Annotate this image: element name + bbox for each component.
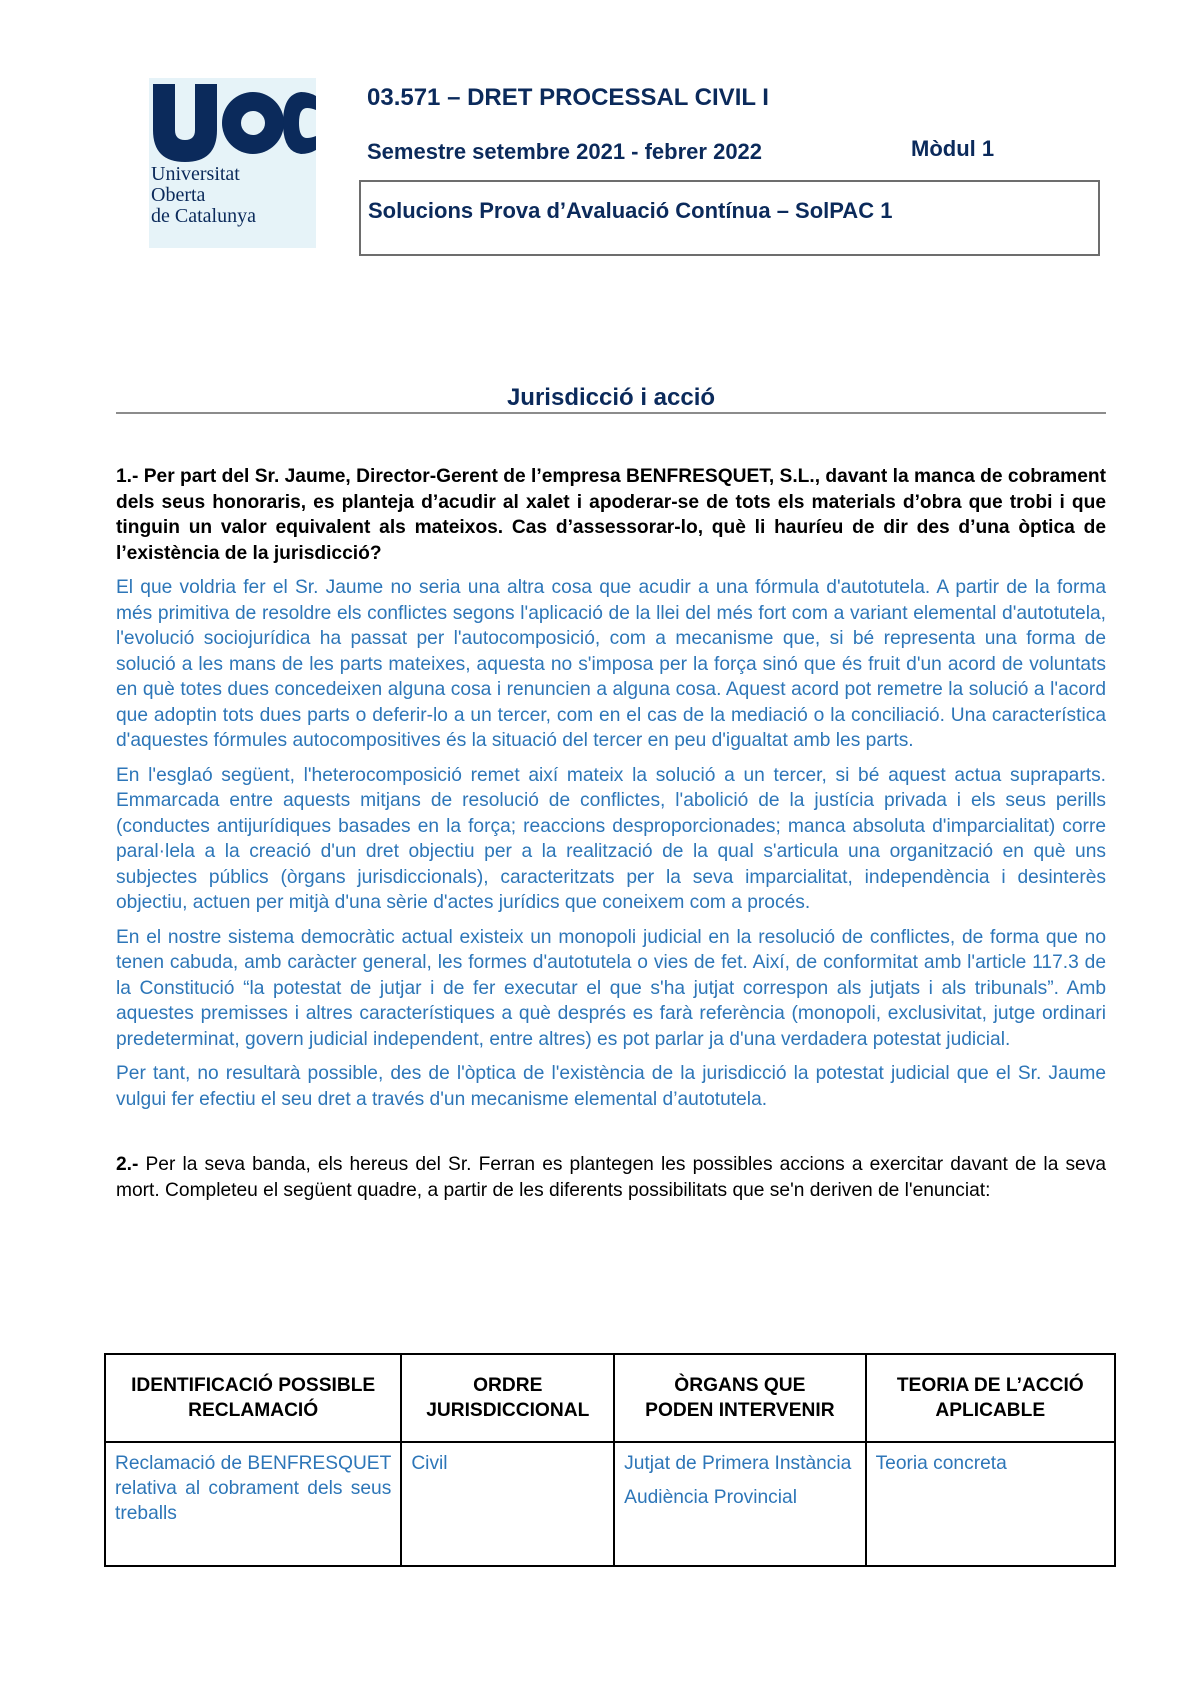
uoc-logo-mark — [149, 78, 316, 168]
question-2-number: 2.- — [116, 1154, 139, 1175]
claim-text: Reclamació de BENFRESQUET relativa al cobrament dels seus treballs — [115, 1453, 392, 1524]
document-title-box — [359, 180, 1100, 256]
header-jurisdiction — [401, 1354, 614, 1442]
section-title: Jurisdicció i acció — [506, 384, 716, 411]
answer-1-paragraph-2: En l'esglaó següent, l'heterocomposició remet així mateix la solució a un tercer, si bé aquest actua supraparts. Emmarcada entre aquests mitjans de resolució de conflictes, l'abolició de la justícia privada i els seus perills (conductes antijurídiques basades en la força; reaccions desproporcionades; manca absoluta d'imparcialitat) corre paral·lela a la creació d'un dret objectiu per a la realització de la qual s'articula una organització en què uns subjectes públics (òrgans jurisdiccionals), caracteritzats per la seva imparcialitat, independència i desinterès objectiu, actuen per mitjà d'una sèrie d'actes jurídics que coneixem com a procés. — [116, 764, 1106, 913]
university-line-3: de Catalunya — [151, 205, 256, 227]
organ-2-text: Audiència Provincial — [624, 1487, 797, 1508]
semester: Semestre setembre 2021 - febrer 2022 — [367, 139, 763, 164]
header-claim-line-1: IDENTIFICACIÓ POSSIBLE — [131, 1375, 376, 1396]
header-organs-line-2: PODEN INTERVENIR — [645, 1400, 835, 1421]
answer-1-paragraph-1: El que voldria fer el Sr. Jaume no seria una altra cosa que acudir a una fórmula d'autotutela. A partir de la forma més primitiva de resoldre els conflictes segons l'aplicació de la llei del més fort com a variant elemental d'autotutela, l'evolució sociojurídica ha passat per l'autocomposició, com a mecanisme que, si bé representa una forma de solució a les mans de les parts mateixes, aquesta no s'imposa per la força sinó que és fruit d'un acord de voluntats en què totes dues concedeixen alguna cosa i renuncien a alguna cosa. Aquest acord pot remetre la solució a l'acord que adoptin tots dues parts o deferir-lo a un tercer, com en el cas de la mediació o la conciliació. Una característica d'aquestes fórmules autocompositives és la situació del tercer en peu d'igualtat amb les parts. — [116, 577, 1106, 751]
header-jurisdiction-line-1: ORDRE — [473, 1375, 543, 1396]
answer-1-paragraph-4: Per tant, no resultarà possible, des de l'òptica de l'existència de la jurisdicció la potestat judicial que el Sr. Jaume vulgui fer efectiu el seu dret a través d'un mecanisme elemental d’autotutela. — [116, 1063, 1106, 1110]
header-theory — [866, 1354, 1115, 1442]
table-row — [105, 1442, 1115, 1566]
cell-theory — [866, 1442, 1115, 1566]
order-text: Civil — [411, 1453, 448, 1474]
cell-organs — [614, 1442, 865, 1566]
university-line-1: Universitat — [151, 163, 240, 185]
header-theory-line-1: TEORIA DE L’ACCIÓ — [896, 1375, 1084, 1396]
header-theory-line-2: APLICABLE — [935, 1400, 1046, 1421]
document-body — [116, 464, 1106, 1212]
actions-table — [104, 1353, 1116, 1567]
uoc-logo — [149, 78, 316, 248]
cell-order — [401, 1442, 614, 1566]
question-2 — [116, 1152, 1106, 1203]
module-label: Mòdul 1 — [911, 136, 995, 161]
document-title: Solucions Prova d’Avaluació Contínua – SolPAC 1 — [368, 198, 893, 223]
cell-claim — [105, 1442, 401, 1566]
university-line-2: Oberta — [151, 184, 206, 206]
answer-1-paragraph-3: En el nostre sistema democràtic actual existeix un monopoli judicial en la resolució de conflictes, de forma que no tenen cabuda, amb caràcter general, les formes d'autotutela o vies de fet. Així, de conformitat amb l'article 117.3 de la Constitució “la potestat de jutjar i de fer executar el que s'ha jutjat correspon als jutjats i als tribunals”. Amb aquestes premisses i altres característiques a què després es farà referència (monopoli, exclusivitat, jutge ordinari predeterminat, govern judicial independent, entre altres) es pot parlar ja d'una verdadera potestat judicial. — [116, 926, 1106, 1050]
question-2-text: Per la seva banda, els hereus del Sr. Ferran es plantegen les possibles accions a exercitar davant de la seva mort. Completeu el següent quadre, a partir de les diferents possibilitats que se'n deriven de l'enunciat: — [116, 1154, 1106, 1201]
header-jurisdiction-line-2: JURISDICCIONAL — [426, 1400, 590, 1421]
table-header-row — [105, 1354, 1115, 1442]
header-organs-line-1: ÒRGANS QUE — [674, 1375, 806, 1396]
header-claim — [105, 1354, 401, 1442]
course-code-title: 03.571 – DRET PROCESSAL CIVIL I — [367, 84, 769, 111]
header-claim-line-2: RECLAMACIÓ — [188, 1400, 319, 1421]
university-name — [151, 164, 256, 227]
theory-text: Teoria concreta — [875, 1453, 1007, 1474]
section-divider — [116, 412, 1106, 414]
organ-1-text: Jutjat de Primera Instància — [624, 1453, 852, 1474]
question-1: 1.- Per part del Sr. Jaume, Director-Gerent de l’empresa BENFRESQUET, S.L., davant la manca de cobrament dels seus honoraris, es planteja d’acudir al xalet i apoderar-se de tots els materials d’obra que trobi i que tinguin un valor equivalent als mateixos. Cas d’assessorar-lo, què li hauríeu de dir des d’una òptica de l’existència de la jurisdicció? — [116, 466, 1106, 564]
header-organs — [614, 1354, 865, 1442]
